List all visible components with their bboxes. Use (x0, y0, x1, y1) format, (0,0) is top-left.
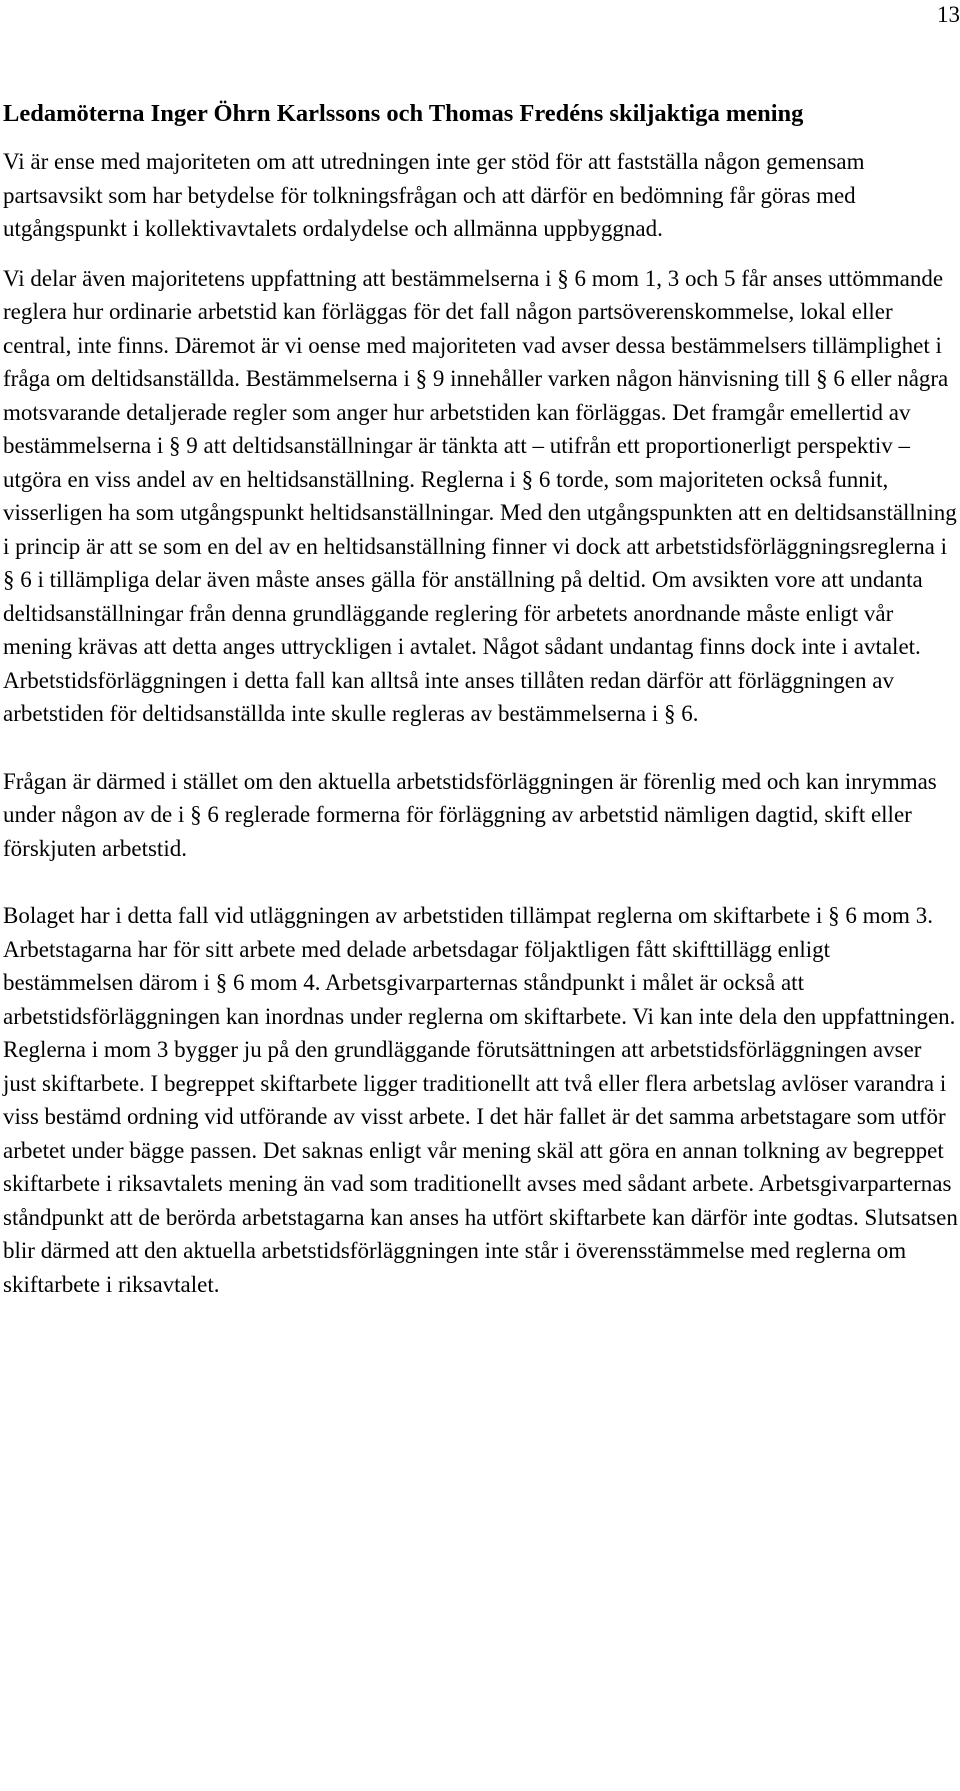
document-body (3, 96, 958, 1301)
page-number: 13 (937, 2, 960, 27)
paragraph-1: Vi är ense med majoriteten om att utredningen inte ger stöd för att fastställa någon gemensam partsavsikt som har betydelse för tolkningsfrågan och att därför en bedömning får göras med utgångspunkt i kollektivavtalets ordalydelse och allmänna uppbyggnad. (3, 149, 865, 241)
paragraph-2: Vi delar även majoritetens uppfattning att bestämmelserna i § 6 mom 1, 3 och 5 får anses uttömmande reglera hur ordinarie arbetstid kan förläggas för det fall någon partsöverenskommelse, lokal eller central, inte finns. Däremot är vi oense med majoriteten vad avser dessa bestämmelsers tillämplighet i fråga om deltidsanställda. Bestämmelserna i § 9 innehåller varken någon hänvisning till § 6 eller några motsvarande detaljerade regler som anger hur arbetstiden kan förläggas. Det framgår emellertid av bestämmelserna i § 9 att deltidsanställningar är tänkta att – utifrån ett proportionerligt perspektiv – utgöra en viss andel av en heltidsanställning. Reglerna i § 6 torde, som majoriteten också funnit, visserligen ha som utgångspunkt heltidsanställningar. Med den utgångspunkten att en deltidsanställning i princip är att se som en del av en heltidsanställning finner vi dock att arbetstidsförläggningsreglerna i § 6 i tillämpliga delar även måste anses gälla för anställning på deltid. Om avsikten vore att undanta deltidsanställningar från denna grundläggande reglering för arbetets anordnande måste enligt vår mening krävas att detta anges uttryckligen i avtalet. Något sådant undantag finns dock inte i avtalet. Arbetstidsförläggningen i detta fall kan alltså inte anses tillåten redan därför att förläggningen av arbetstiden för deltidsanställda inte skulle regleras av bestämmelserna i § 6. (3, 265, 957, 726)
paragraph-3: Frågan är därmed i stället om den aktuella arbetstidsförläggningen är förenlig med och kan inrymmas under någon av de i § 6 reglerade formerna för förläggning av arbetstid nämligen dagtid, skift eller förskjuten arbetstid. (3, 768, 937, 861)
paragraph-4: Bolaget har i detta fall vid utläggningen av arbetstiden tillämpat reglerna om skiftarbete i § 6 mom 3. Arbetstagarna har för sitt arbete med delade arbetsdagar följaktligen fått skifttillägg enligt bestämmelsen därom i § 6 mom 4. Arbetsgivarparternas ståndpunkt i målet är också att arbetstidsförläggningen kan inordnas under reglerna om skiftarbete. Vi kan inte dela den uppfattningen. Reglerna i mom 3 bygger ju på den grundläggande förutsättningen att arbetstidsförläggningen avser just skiftarbete. I begreppet skiftarbete ligger traditionellt att två eller flera arbetslag avlöser varandra i viss bestämd ordning vid utförande av visst arbete. I det här fallet är det samma arbetstagare som utför arbetet under bägge passen. Det saknas enligt vår mening skäl att göra en annan tolkning av begreppet skiftarbete i riksavtalets mening än vad som traditionellt avses med sådant arbete. Arbetsgivarparternas ståndpunkt att de berörda arbetstagarna kan anses ha utfört skiftarbete kan därför inte godtas. Slutsatsen blir därmed att den aktuella arbetstidsförläggningen inte står i överensstämmelse med reglerna om skiftarbete i riksavtalet. (3, 903, 958, 1297)
document-title: Ledamöterna Inger Öhrn Karlssons och Thomas Fredéns skiljaktiga mening (3, 100, 804, 127)
